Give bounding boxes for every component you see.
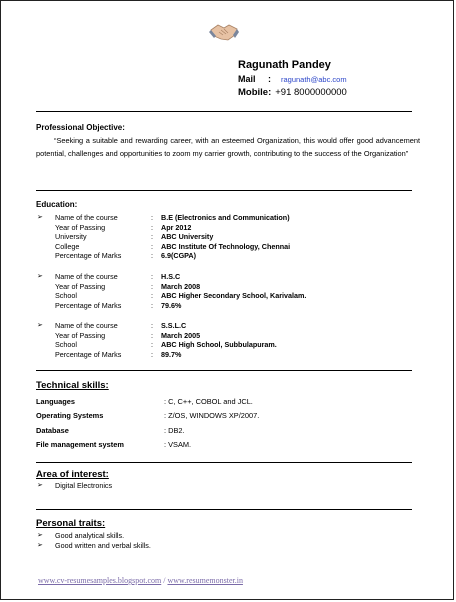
edu-label: Year of Passing [55, 281, 106, 291]
skill-value: : C, C++, COBOL and JCL. [164, 397, 253, 406]
skill-row [36, 426, 185, 435]
footer-separator: / [161, 576, 168, 585]
edu-label: College [55, 241, 80, 251]
edu-value: 79.6% [161, 300, 182, 310]
edu-value: S.S.L.C [161, 321, 187, 330]
edu-value: ABC High School, Subbulapuram. [161, 340, 277, 350]
skill-row [36, 440, 191, 449]
edu-label: Name of the course [55, 272, 118, 281]
interest-divider [36, 509, 412, 510]
edu-label: Percentage of Marks [55, 349, 122, 359]
arrow-bullet-icon: ➢ [37, 322, 43, 329]
edu-row [37, 331, 277, 341]
skill-row [36, 397, 253, 406]
edu-value: B.E (Electronics and Communication) [161, 213, 290, 222]
footer-links [38, 576, 243, 585]
education-entry-be [37, 213, 290, 261]
mobile-line [238, 87, 347, 98]
edu-row [37, 272, 306, 282]
edu-colon: : [151, 300, 153, 310]
skill-label: Database [36, 426, 69, 435]
skill-label: File management system [36, 440, 124, 449]
edu-value: March 2008 [161, 281, 201, 291]
edu-value: Apr 2012 [161, 222, 192, 232]
arrow-bullet-icon: ➢ [37, 542, 43, 549]
edu-row [37, 321, 277, 331]
arrow-bullet-icon: ➢ [37, 482, 43, 489]
edu-value: ABC University [161, 232, 214, 242]
edu-colon: : [151, 213, 153, 222]
footer-link-resumemonster[interactable]: www.resumemonster.in [167, 576, 243, 585]
edu-label: Name of the course [55, 213, 118, 222]
trait-item: Good analytical skills. [55, 531, 125, 540]
edu-label: Name of the course [55, 321, 118, 330]
list-item [37, 481, 112, 490]
edu-label: Year of Passing [55, 222, 106, 232]
arrow-bullet-icon: ➢ [37, 273, 43, 280]
education-heading: Education: [36, 200, 78, 209]
objective-heading: Professional Objective: [36, 123, 125, 132]
skill-value: : DB2. [164, 426, 185, 435]
interest-item: Digital Electronics [55, 481, 113, 490]
edu-row [37, 213, 290, 223]
edu-label: Year of Passing [55, 330, 106, 340]
personal-traits-heading: Personal traits: [36, 518, 106, 529]
edu-colon: : [151, 349, 153, 359]
objective-text: “Seeking a suitable and rewarding career, with an esteemed Organization, this would offer good advancement potential, challenges and opportunities to zoom my carrier growth, contributing to the success of the Organization” [36, 136, 420, 158]
education-entry-sslc [37, 321, 277, 359]
skills-divider [36, 462, 412, 463]
edu-value: ABC Higher Secondary School, Karivalam. [161, 291, 307, 301]
edu-colon: : [151, 222, 153, 232]
education-entry-hsc [37, 272, 306, 310]
list-item [37, 541, 151, 550]
technical-skills-heading: Technical skills: [36, 380, 109, 391]
candidate-name: Ragunath Pandey [238, 59, 331, 71]
edu-row [37, 340, 277, 350]
footer-link-cv-resumesamples[interactable]: www.cv-resumesamples.blogspot.com [38, 576, 162, 585]
objective-divider [36, 190, 412, 191]
edu-row [37, 242, 290, 252]
mail-label: Mail [238, 74, 256, 84]
edu-colon: : [151, 241, 153, 251]
mobile-value: +91 8000000000 [275, 87, 347, 98]
edu-value: 6.9(CGPA) [161, 251, 197, 261]
arrow-bullet-icon: ➢ [37, 532, 43, 539]
mobile-label: Mobile: [238, 87, 272, 98]
edu-row [37, 232, 290, 242]
edu-value: March 2005 [161, 330, 201, 340]
education-divider [36, 370, 412, 371]
edu-value: ABC Institute Of Technology, Chennai [161, 241, 291, 251]
edu-label: Percentage of Marks [55, 251, 122, 261]
edu-colon: : [151, 251, 153, 261]
edu-colon: : [151, 281, 153, 291]
skill-row [36, 411, 259, 420]
edu-value: H.S.C [161, 272, 181, 281]
arrow-bullet-icon: ➢ [37, 214, 43, 221]
trait-item: Good written and verbal skills. [55, 541, 151, 550]
edu-row [37, 350, 277, 360]
edu-row [37, 291, 306, 301]
edu-row [37, 301, 306, 311]
edu-label: Percentage of Marks [55, 300, 122, 310]
edu-label: School [55, 340, 77, 350]
mail-link[interactable]: ragunath@abc.com [281, 75, 347, 84]
header-divider [36, 111, 412, 112]
edu-label: University [55, 232, 87, 242]
skill-label: Operating Systems [36, 411, 104, 420]
edu-colon: : [151, 232, 153, 242]
edu-row [37, 223, 290, 233]
skill-value: : Z/OS, WINDOWS XP/2007. [164, 411, 260, 420]
edu-row [37, 282, 306, 292]
edu-colon: : [151, 291, 153, 301]
edu-colon: : [151, 321, 153, 330]
edu-value: 89.7% [161, 349, 182, 359]
edu-row [37, 251, 290, 261]
skill-value: : VSAM. [164, 440, 192, 449]
list-item [37, 531, 124, 540]
edu-colon: : [151, 340, 153, 350]
edu-colon: : [151, 272, 153, 281]
area-of-interest-heading: Area of interest: [36, 469, 109, 480]
mail-line [238, 74, 347, 84]
mail-colon: : [268, 74, 271, 84]
edu-colon: : [151, 330, 153, 340]
skill-label: Languages [36, 397, 76, 406]
handshake-icon [209, 17, 239, 45]
edu-label: School [55, 291, 77, 301]
